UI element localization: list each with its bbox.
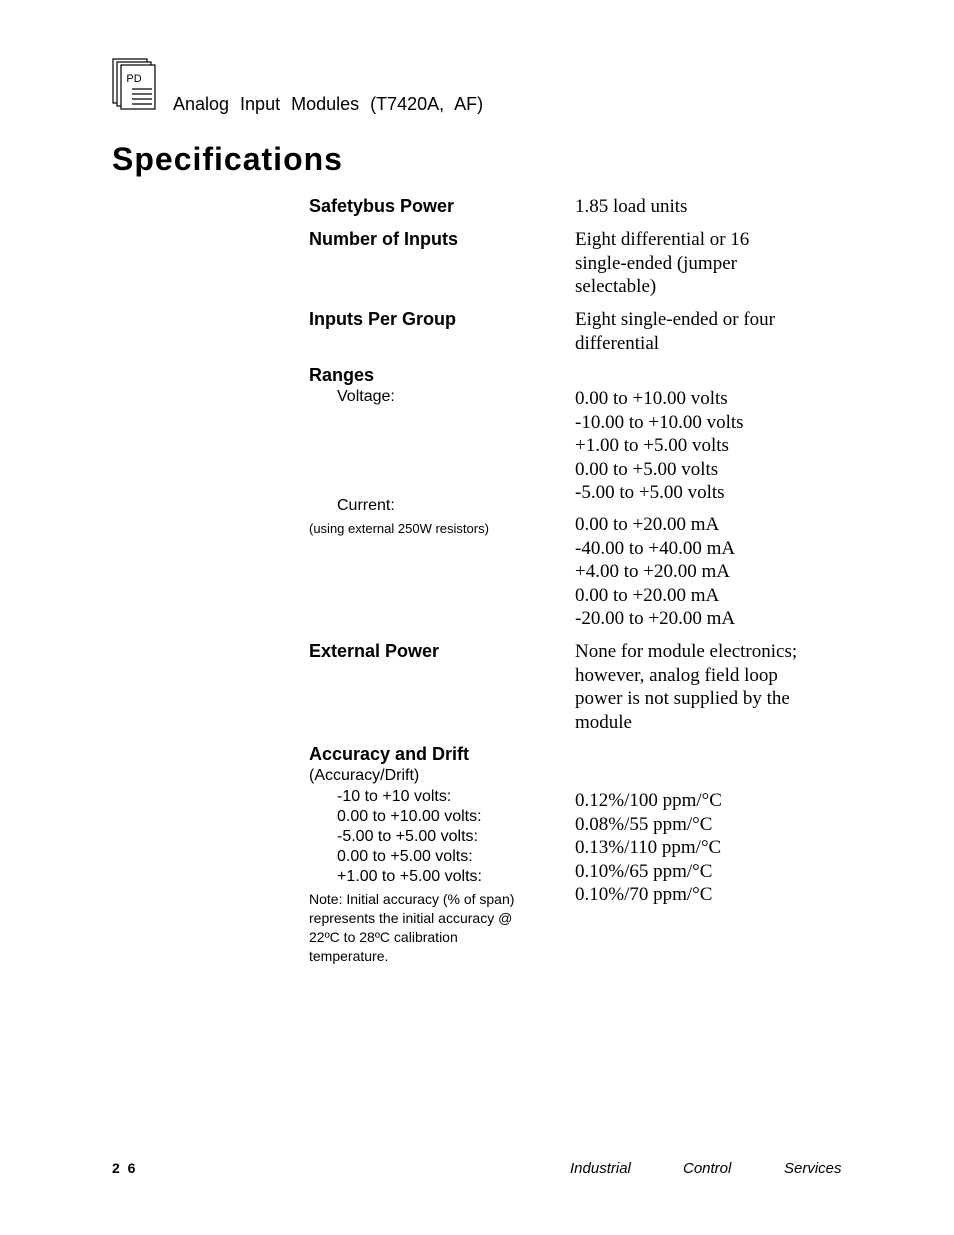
external-power-line: None for module electronics; — [575, 641, 798, 662]
accuracy-label: Accuracy and Drift — [309, 744, 470, 764]
accuracy-note — [309, 890, 514, 966]
note-line: represents the initial accuracy @ — [309, 910, 513, 926]
voltage-range: +1.00 to +5.00 volts — [575, 435, 729, 456]
pd-logo-icon — [112, 58, 156, 110]
accuracy-sublabel: (Accuracy/Drift) — [309, 767, 420, 784]
current-label: Current: — [337, 497, 395, 514]
current-range: -40.00 to +40.00 mA — [575, 537, 736, 559]
external-power-label: External Power — [309, 641, 440, 661]
accuracy-values — [575, 789, 722, 907]
accuracy-value: 0.08%/55 ppm/°C — [575, 813, 713, 835]
accuracy-range: 0.00 to +10.00 volts: — [337, 808, 482, 825]
logo-text: PD — [126, 73, 142, 85]
note-line: 22ºC to 28ºC calibration — [309, 929, 458, 945]
page-number: 2 6 — [112, 1160, 138, 1176]
accuracy-value: 0.10%/70 ppm/°C — [575, 884, 713, 905]
safetybus-value: 1.85 load units — [575, 196, 688, 217]
inputs-line: selectable) — [575, 276, 657, 297]
running-head: Analog Input Modules (T7420A, AF) — [173, 94, 484, 114]
inputs-label: Number of Inputs — [309, 229, 458, 249]
current-note: (using external 250W resistors) — [309, 521, 489, 536]
current-range: 0.00 to +20.00 mA — [575, 514, 720, 535]
accuracy-range: 0.00 to +5.00 volts: — [337, 848, 473, 865]
per-group-value — [575, 308, 775, 355]
current-range: 0.00 to +20.00 mA — [575, 584, 720, 606]
per-group-line: Eight single-ended or four — [575, 309, 775, 330]
voltage-range: 0.00 to +5.00 volts — [575, 458, 719, 480]
inputs-line: Eight differential or 16 — [575, 229, 750, 250]
accuracy-value: 0.12%/100 ppm/°C — [575, 790, 722, 811]
voltage-range: -10.00 to +10.00 volts — [575, 411, 744, 433]
footer-word: Services — [784, 1160, 842, 1177]
inputs-value — [575, 228, 749, 299]
accuracy-value: 0.10%/65 ppm/°C — [575, 860, 713, 882]
external-power-line: power is not supplied by the — [575, 688, 790, 709]
footer-word: Control — [683, 1160, 732, 1177]
accuracy-ranges — [337, 787, 482, 887]
note-line: Note: Initial accuracy (% of span) — [309, 891, 515, 907]
note-line: temperature. — [309, 948, 389, 964]
current-range: -20.00 to +20.00 mA — [575, 608, 736, 629]
voltage-range: 0.00 to +10.00 volts — [575, 388, 728, 409]
footer-word: Industrial — [570, 1160, 631, 1177]
external-power-value — [575, 640, 797, 734]
current-range: +4.00 to +20.00 mA — [575, 561, 730, 582]
per-group-line: differential — [575, 332, 660, 354]
voltage-range: -5.00 to +5.00 volts — [575, 482, 725, 503]
safetybus-label: Safetybus Power — [309, 196, 455, 216]
current-values — [575, 513, 735, 631]
external-power-line: however, analog field loop — [575, 664, 778, 686]
accuracy-range: -5.00 to +5.00 volts: — [337, 828, 478, 845]
external-power-line: module — [575, 711, 632, 733]
page-title: Specifications — [112, 141, 343, 177]
inputs-line: single-ended (jumper — [575, 252, 737, 274]
voltage-values — [575, 387, 744, 505]
per-group-label: Inputs Per Group — [309, 309, 457, 329]
ranges-label: Ranges — [309, 365, 375, 385]
accuracy-value: 0.13%/110 ppm/°C — [575, 837, 722, 858]
accuracy-range: -10 to +10 volts: — [337, 788, 452, 805]
voltage-label: Voltage: — [337, 388, 395, 405]
accuracy-range: +1.00 to +5.00 volts: — [337, 868, 482, 885]
